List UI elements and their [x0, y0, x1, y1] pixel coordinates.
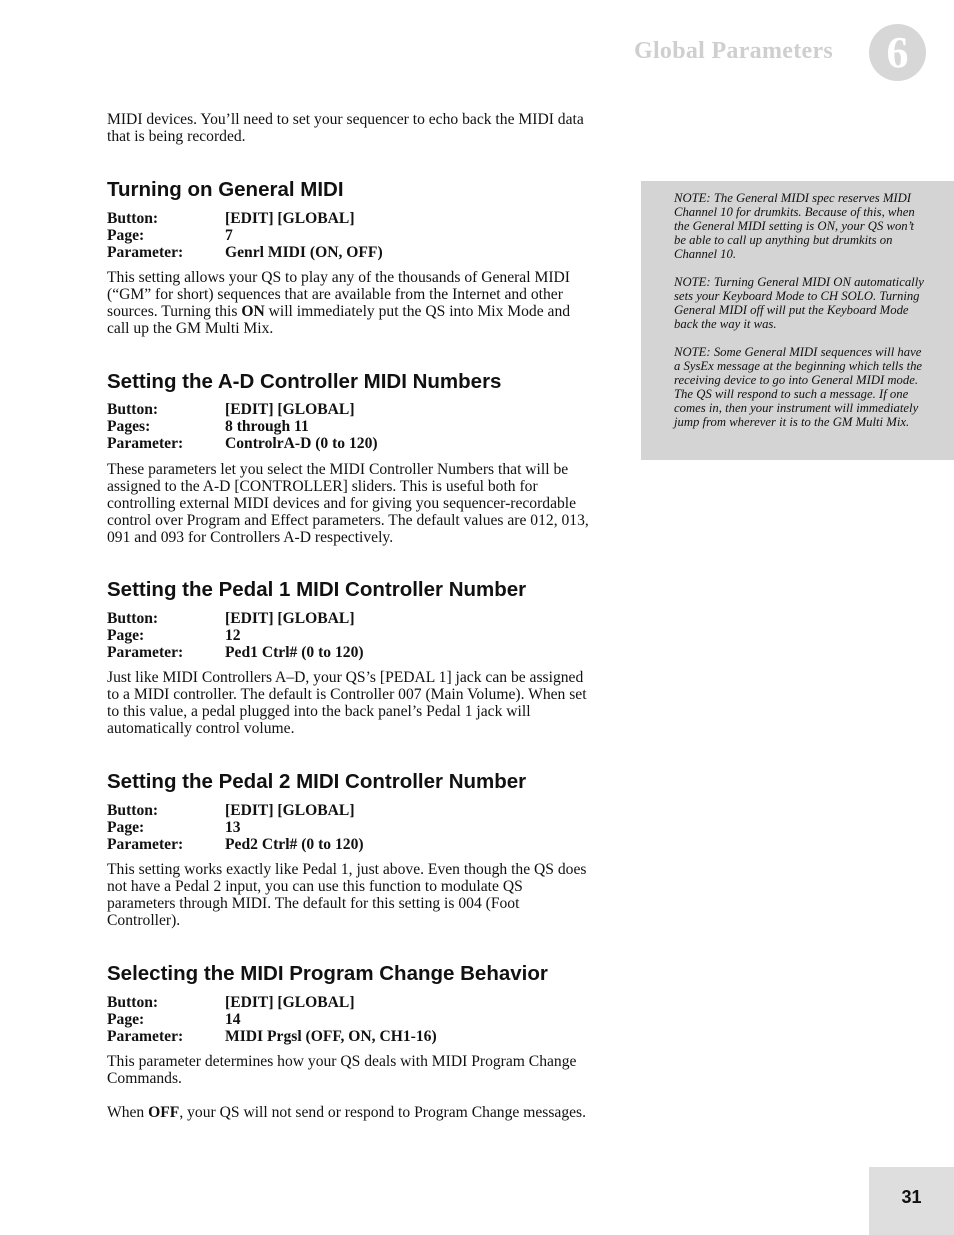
param-label: Parameter:: [107, 244, 184, 261]
param-block-pedal2: [107, 802, 364, 853]
param-block-pedal1: [107, 610, 364, 661]
param-label: Parameter:: [107, 836, 184, 853]
note-sysex: NOTE: Some General MIDI sequences will have a SysEx message at the beginning which tells the receiving device to go into General MIDI mode. The QS will respond to such a message. If one comes in, then your instrument will immediately jump from wherever it is to the GM Multi Mix.: [674, 345, 923, 429]
section-heading-pedal2: Setting the Pedal 2 MIDI Controller Number: [107, 770, 527, 793]
param-label: Page:: [107, 227, 145, 244]
param-value: [EDIT] [GLOBAL]: [225, 401, 355, 418]
param-row: [107, 1011, 437, 1028]
param-row: [107, 435, 378, 452]
param-row: [107, 802, 364, 819]
section-body: [107, 669, 593, 737]
param-label: Page:: [107, 819, 145, 836]
param-row: [107, 644, 364, 661]
param-row: [107, 836, 364, 853]
param-label: Parameter:: [107, 435, 184, 452]
param-row: [107, 401, 378, 418]
param-value: ControlrA-D (0 to 120): [225, 435, 378, 452]
param-row: [107, 627, 364, 644]
param-value: Ped1 Ctrl# (0 to 120): [225, 644, 364, 661]
param-row: [107, 227, 383, 244]
note-keyboard-mode: NOTE: Turning General MIDI ON automatically sets your Keyboard Mode to CH SOLO. Turning General MIDI off will put the Keyboard Mode back the way it was.: [674, 275, 924, 331]
param-value: Genrl MIDI (ON, OFF): [225, 244, 383, 261]
chapter-number: 6: [886, 28, 909, 77]
param-value: [EDIT] [GLOBAL]: [225, 994, 355, 1011]
param-value: 7: [225, 227, 233, 244]
section-heading-pedal1: Setting the Pedal 1 MIDI Controller Number: [107, 578, 527, 601]
param-row: [107, 819, 364, 836]
param-value: 12: [225, 627, 241, 644]
param-value: 13: [225, 819, 241, 836]
notes-sidebar: [641, 181, 954, 460]
body-text: This setting works exactly like Pedal 1, just above. Even though the QS does not have a Pedal 2 input, you can use this function to modulate QS parameters through MIDI. The default for this setting is 004 (Foot Controller).: [107, 861, 587, 929]
param-row: [107, 1028, 437, 1045]
param-row: [107, 994, 437, 1011]
param-row: [107, 418, 378, 435]
body-text: Just like MIDI Controllers A–D, your QS’s [PEDAL 1] jack can be assigned to a MIDI controller. The default is Controller 007 (Main Volume). When set to this value, a pedal plugged into the back panel’s Pedal 1 jack will automatically control volume.: [107, 669, 587, 737]
section-body: [107, 1053, 593, 1087]
param-value: [EDIT] [GLOBAL]: [225, 802, 355, 819]
page-number: 31: [901, 1187, 922, 1207]
section-body: [107, 461, 593, 546]
chapter-title: Global Parameters: [634, 38, 834, 64]
param-block-program-change: [107, 994, 437, 1045]
section-heading-general-midi: Turning on General MIDI: [107, 178, 344, 201]
body-text: This setting allows your QS to play any of the thousands of General MIDI (“GM” for short) sequences that are available from the Internet and other sources. Turning this: [107, 269, 570, 320]
body-text: , your QS will not send or respond to Program Change messages.: [179, 1104, 587, 1121]
chapter-badge: [869, 24, 926, 81]
body-text: This parameter determines how your QS deals with MIDI Program Change Commands.: [107, 1053, 577, 1087]
param-label: Button:: [107, 994, 159, 1011]
param-label: Parameter:: [107, 644, 184, 661]
param-label: Button:: [107, 610, 159, 627]
param-row: [107, 244, 383, 261]
param-block-ad-controller: [107, 401, 378, 452]
param-label: Button:: [107, 401, 159, 418]
section-body: [107, 1104, 593, 1121]
param-block-general-midi: [107, 210, 383, 261]
section-heading-ad-controller: Setting the A-D Controller MIDI Numbers: [107, 370, 502, 393]
param-label: Pages:: [107, 418, 151, 435]
section-body: [107, 269, 593, 337]
param-label: Button:: [107, 210, 159, 227]
param-label: Parameter:: [107, 1028, 184, 1045]
param-value: [EDIT] [GLOBAL]: [225, 210, 355, 227]
param-row: [107, 610, 364, 627]
param-value: MIDI Prgsl (OFF, ON, CH1-16): [225, 1028, 437, 1045]
param-label: Page:: [107, 627, 145, 644]
param-label: Page:: [107, 1011, 145, 1028]
note-drumkits: NOTE: The General MIDI spec reserves MIDI Channel 10 for drumkits. Because of this, when the General MIDI setting is ON, your QS won’t be able to call up anything but drumkits on Channel 10.: [674, 191, 915, 261]
param-value: 8 through 11: [225, 418, 309, 435]
param-row: [107, 210, 383, 227]
param-value: 14: [225, 1011, 241, 1028]
body-text: will immediately put the QS into Mix Mode and call up the GM Multi Mix.: [107, 303, 571, 337]
param-value: [EDIT] [GLOBAL]: [225, 610, 355, 627]
param-value: Ped2 Ctrl# (0 to 120): [225, 836, 364, 853]
body-bold: OFF: [148, 1104, 180, 1121]
body-text: These parameters let you select the MIDI Controller Numbers that will be assigned to the A-D [CONTROLLER] sliders. This is useful both for controlling external MIDI devices and for giving you sequencer-recordable control over Program and Effect parameters. The default values are 012, 013, 091 and 093 for Controllers A-D respectively.: [107, 461, 589, 546]
page-number-box: [869, 1167, 954, 1235]
body-bold: ON: [241, 303, 265, 320]
section-heading-program-change: Selecting the MIDI Program Change Behavior: [107, 962, 548, 985]
section-body: [107, 861, 593, 929]
body-text: When: [107, 1104, 149, 1121]
intro-paragraph: MIDI devices. You’ll need to set your sequencer to echo back the MIDI data that is being recorded.: [107, 111, 584, 145]
param-label: Button:: [107, 802, 159, 819]
